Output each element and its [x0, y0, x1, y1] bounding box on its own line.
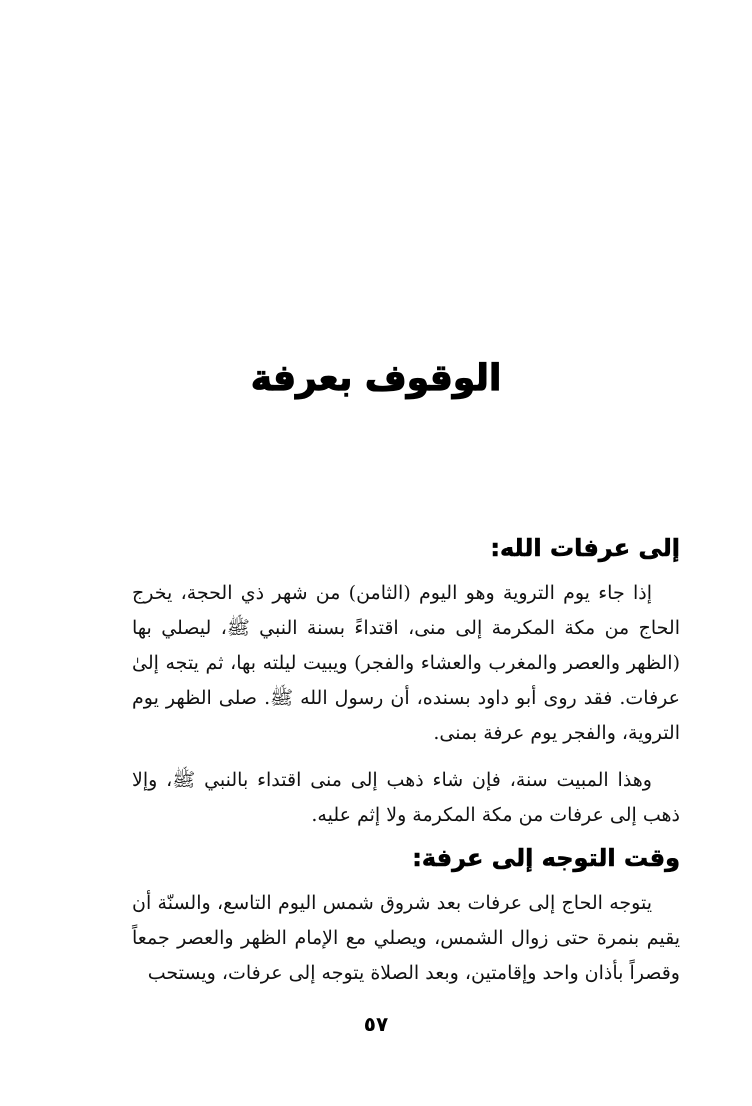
paragraph: إذا جاء يوم التروية وهو اليوم (الثامن) من شهر ذي الحجة، يخرج الحاج من مكة المكرمة إلى منى، اقتداءً بسنة النبي ﷺ، ليصلي بها (الظهر والعصر والمغرب والعشاء والفجر) ويبيت ليلته بها، ثم يتجه إلىٰ عرفات. فقد روى أبو داود بسنده، أن رسول الله ﷺ. صلى الظهر يوم التروية، والفجر يوم عرفة بمنى. — [132, 582, 680, 744]
section-departure-time — [132, 840, 680, 991]
section-heading: وقت التوجه إلى عرفة: — [412, 844, 680, 872]
page-number: ٥٧ — [363, 1012, 389, 1036]
section-heading: إلى عرفات الله: — [490, 534, 680, 562]
chapter-title: الوقوف بعرفة — [250, 358, 502, 399]
section-to-arafat — [132, 530, 680, 833]
paragraph: يتوجه الحاج إلى عرفات بعد شروق شمس اليوم التاسع، والسنّة أن يقيم بنمرة حتى زوال الشمس، ويصلي مع الإمام الظهر والعصر جمعاً وقصراً بأذان واحد وإقامتين، وبعد الصلاة يتوجه إلى عرفات، ويستحب — [132, 892, 680, 984]
paragraph: وهذا المبيت سنة، فإن شاء ذهب إلى منى اقتداء بالنبي ﷺ، وإلا ذهب إلى عرفات من مكة المكرمة ولا إثم عليه. — [132, 769, 680, 826]
